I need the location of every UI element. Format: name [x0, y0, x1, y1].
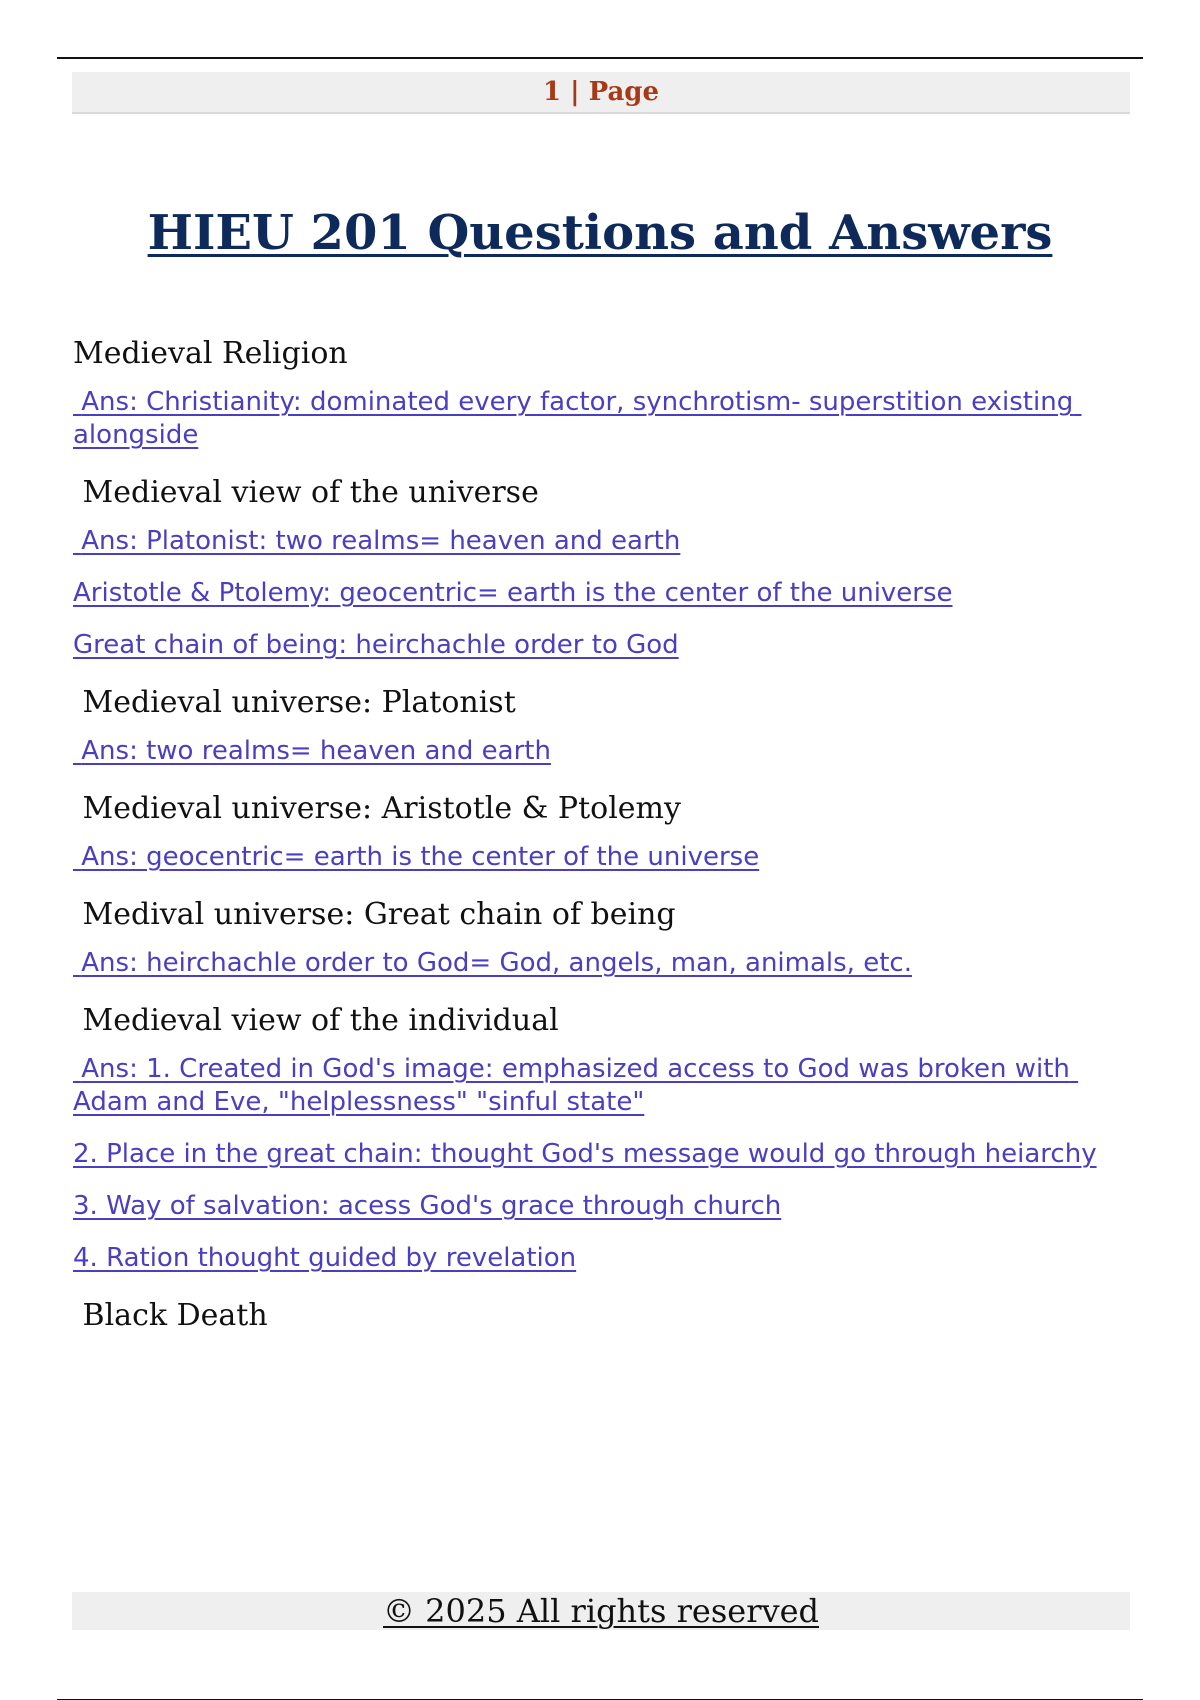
answer-link[interactable]: Ans: Christianity: dominated every factor, synchrotism- superstition existing alongside [73, 387, 1082, 450]
question-text: Medieval view of the universe [73, 475, 539, 510]
question-text: Medival universe: Great chain of being [73, 897, 676, 932]
question-text: Medieval view of the individual [73, 1003, 559, 1038]
answer-link[interactable]: 4. Ration thought guided by revelation [73, 1243, 577, 1273]
page-footer [72, 1592, 1130, 1630]
page-header [72, 72, 1130, 114]
answer-link[interactable]: Ans: geocentric= earth is the center of the universe [73, 842, 760, 872]
question-text: Medieval universe: Platonist [73, 685, 516, 720]
question-text: Black Death [73, 1298, 268, 1333]
answer-link[interactable]: Ans: 1. Created in God's image: emphasized access to God was broken with Adam and Eve, "helplessness" "sinful state" [73, 1054, 1079, 1117]
answer-link[interactable]: 2. Place in the great chain: thought God's message would go through heiarchy [73, 1139, 1097, 1169]
qa-item [73, 471, 1133, 662]
qa-item [73, 893, 1133, 980]
answer-link[interactable]: Ans: Platonist: two realms= heaven and earth [73, 526, 681, 556]
answer-link[interactable]: Great chain of being: heirchachle order to God [73, 630, 679, 660]
answer-link[interactable]: Ans: two realms= heaven and earth [73, 736, 551, 766]
qa-item [73, 787, 1133, 874]
question-text: Medieval Religion [73, 336, 348, 371]
copyright-text: © 2025 All rights reserved [383, 1592, 819, 1630]
qa-item [73, 999, 1133, 1275]
document-title-text: HIEU 201 Questions and Answers [147, 205, 1053, 261]
answer-link[interactable]: Aristotle & Ptolemy: geocentric= earth is the center of the universe [73, 578, 953, 608]
document-title [0, 198, 1200, 268]
qa-item [73, 332, 1133, 452]
question-text: Medieval universe: Aristotle & Ptolemy [73, 791, 681, 826]
qa-item [73, 1294, 1133, 1338]
answer-link[interactable]: 3. Way of salvation: acess God's grace through church [73, 1191, 782, 1221]
qa-item [73, 681, 1133, 768]
page-number-label: 1 | Page [542, 77, 660, 107]
qa-list [73, 332, 1133, 1348]
answer-link[interactable]: Ans: heirchachle order to God= God, angels, man, animals, etc. [73, 948, 912, 978]
top-rule [57, 57, 1143, 59]
